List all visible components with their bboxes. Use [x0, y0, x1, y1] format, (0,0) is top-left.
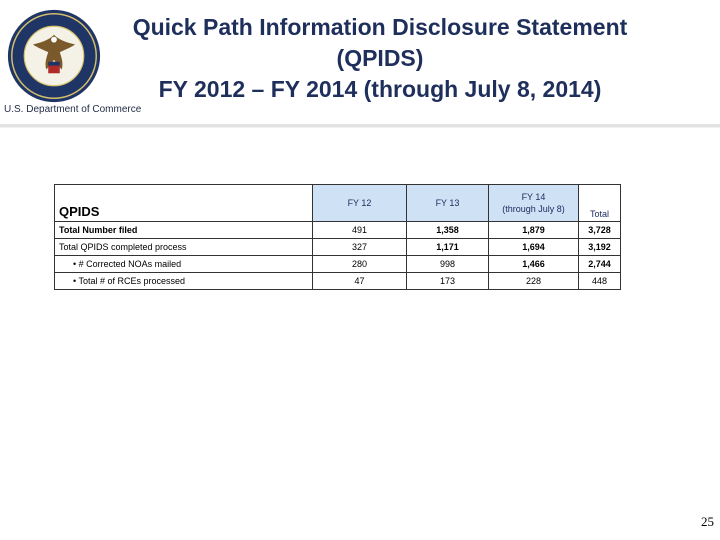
row-label: • Total # of RCEs processed: [55, 273, 313, 290]
cell-fy13: 1,171: [407, 239, 489, 256]
cell-total: 2,744: [579, 256, 621, 273]
cell-total: 3,192: [579, 239, 621, 256]
col-header-fy14: [489, 185, 579, 222]
cell-fy14: 1,694: [489, 239, 579, 256]
col-header-fy13: FY 13: [407, 185, 489, 222]
department-label: U.S. Department of Commerce: [4, 104, 142, 115]
table-row: [55, 222, 621, 239]
table-row: [55, 239, 621, 256]
qpids-table: [54, 184, 621, 290]
col-header-fy12: FY 12: [313, 185, 407, 222]
cell-fy12: 327: [313, 239, 407, 256]
title-line-1: Quick Path Information Disclosure Statement: [132, 14, 628, 40]
cell-fy12: 47: [313, 273, 407, 290]
table-header-label: QPIDS: [55, 185, 313, 222]
col-header-total: Total: [579, 185, 621, 222]
cell-fy14: 1,879: [489, 222, 579, 239]
table-row: [55, 256, 621, 273]
page-title: [80, 12, 680, 105]
table-header-row: [55, 185, 621, 222]
title-line-2: (QPIDS): [336, 45, 424, 71]
row-label: • # Corrected NOAs mailed: [55, 256, 313, 273]
cell-fy13: 1,358: [407, 222, 489, 239]
cell-fy13: 998: [407, 256, 489, 273]
cell-fy12: 280: [313, 256, 407, 273]
cell-fy13: 173: [407, 273, 489, 290]
cell-fy14: 1,466: [489, 256, 579, 273]
table-row: [55, 273, 621, 290]
cell-fy14: 228: [489, 273, 579, 290]
row-label: Total QPIDS completed process: [55, 239, 313, 256]
col-header-fy14-sub: (through July 8): [502, 204, 565, 214]
col-header-fy14-label: FY 14: [521, 192, 546, 202]
cell-fy12: 491: [313, 222, 407, 239]
row-label: Total Number filed: [55, 222, 313, 239]
cell-total: 3,728: [579, 222, 621, 239]
page-number: 25: [701, 514, 714, 529]
cell-total: 448: [579, 273, 621, 290]
header-divider-light: [0, 127, 720, 128]
title-line-3: FY 2012 – FY 2014 (through July 8, 2014): [158, 76, 602, 102]
